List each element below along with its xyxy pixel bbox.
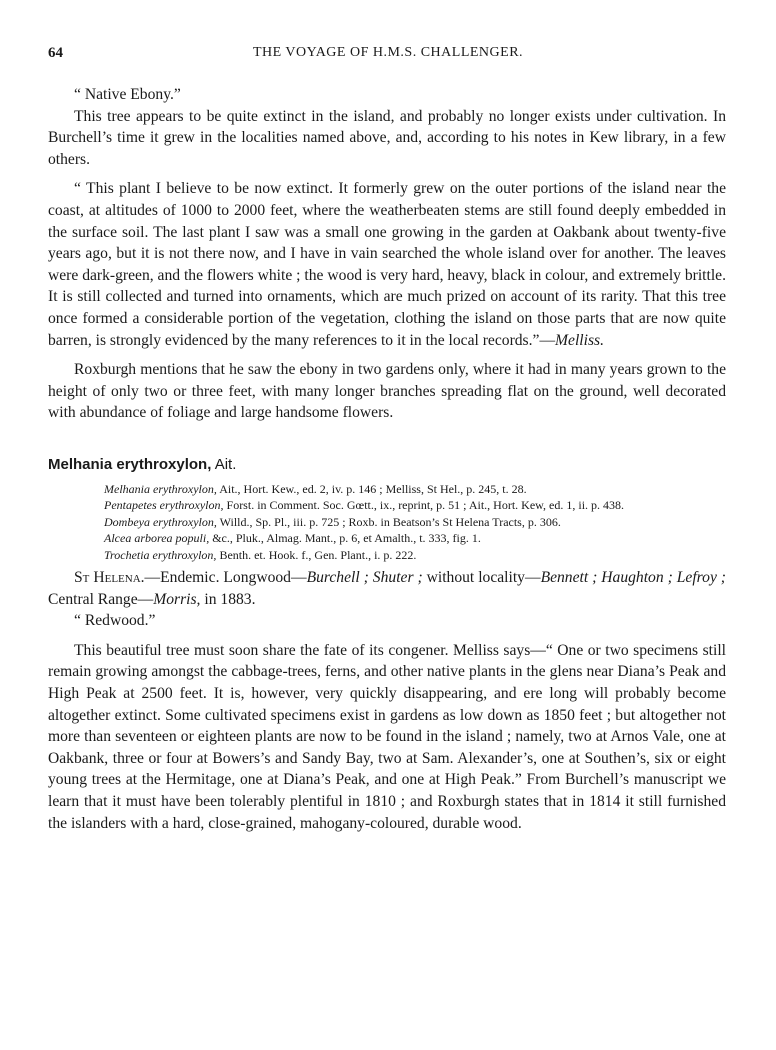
synonymy-list bbox=[48, 481, 726, 564]
locality-region: St Helena. bbox=[74, 569, 145, 586]
collector-name: Morris, bbox=[153, 590, 201, 608]
quote-author: Melliss. bbox=[555, 331, 604, 349]
reference-entry bbox=[104, 547, 726, 564]
locality-text: Central Range— bbox=[48, 590, 154, 608]
locality-text: in 1883. bbox=[200, 590, 256, 608]
species-authority: Ait. bbox=[214, 455, 237, 473]
locality-paragraph bbox=[48, 567, 726, 610]
species-heading bbox=[48, 454, 726, 476]
collector-name: Lefroy ; bbox=[676, 569, 727, 586]
reference-citation: Benth. et. Hook. f., Gen. Plant., i. p. 222. bbox=[219, 547, 417, 562]
reference-citation: Ait., Hort. Kew., ed. 2, iv. p. 146 ; Melliss, St Hel., p. 245, t. 28. bbox=[219, 481, 527, 496]
reference-citation: &c., Pluk., Almag. Mant., p. 6, et Amalth., t. 333, fig. 1. bbox=[212, 531, 481, 545]
reference-entry bbox=[104, 514, 726, 531]
reference-entry bbox=[104, 497, 726, 514]
page-header bbox=[48, 45, 728, 65]
running-title: THE VOYAGE OF H.M.S. CHALLENGER. bbox=[252, 45, 524, 60]
reference-citation: Forst. in Comment. Soc. Gœtt., ix., reprint, p. 51 ; Ait., Hort. Kew, ed. 1, ii. p. 438. bbox=[226, 498, 625, 512]
redwood-heading: “ Redwood.” bbox=[74, 612, 156, 630]
paragraph: Roxburgh mentions that he saw the ebony in two gardens only, where it had in many years grown to the height of only two or three feet, with many longer branches spreading flat on the ground, well decorated with abundance of foliage and large handsome flowers. bbox=[48, 361, 726, 422]
reference-taxon: Dombeya erythroxylon, bbox=[104, 514, 217, 529]
page-body bbox=[48, 84, 726, 834]
reference-entry bbox=[104, 481, 726, 498]
quote-text: “ This plant I believe to be now extinct. It formerly grew on the outer portions of the island near the coast, at altitudes of 1000 to 2000 feet, where the weatherbeaten stems are still found deeply embedded in the surface soil. The last plant I saw was a small one growing in the garden at Oakbank about twenty-five years ago, but it is not there now, and I have in vain searched the whole island over for another. The leaves were dark-green, and the flowers white ; the wood is very hard, heavy, black in colour, and extremely brittle. It is still collected and turned into ornaments, which are much prized on account of its rarity. That this tree once formed a considerable portion of the vegetation, clothing the island on those parts that are now quite barren, is strongly evidenced by the many references to it in the local records.”— bbox=[48, 180, 726, 349]
reference-taxon: Trochetia erythroxylon, bbox=[104, 547, 217, 562]
page-number: 64 bbox=[48, 45, 63, 61]
reference-taxon: Pentapetes erythroxylon, bbox=[104, 498, 224, 512]
native-ebony-heading: “ Native Ebony.” bbox=[74, 86, 181, 103]
melliss-quote-paragraph bbox=[48, 178, 726, 351]
collector-name: Burchell ; bbox=[306, 569, 369, 586]
collector-name: Shuter ; bbox=[372, 569, 423, 586]
species-name: Melhania erythroxylon, bbox=[48, 455, 212, 473]
redwood-paragraph: This beautiful tree must soon share the fate of its congener. Melliss says—“ One or two specimens still remain growing amongst the cabbage-trees, ferns, and other native plants in the glens near Diana’s Peak and High Peak at 2500 feet. It is, however, very quickly disappearing, and ere long will probably become altogether extinct. Some cultivated specimens exist in gardens as low down as 1850 feet ; but altogether not more than seventeen or eighteen plants are now to be found in the island ; namely, two at Arnos Vale, one at Oakbank, three or four at Bowers’s and Sandy Bay, two at Sam. Alexander’s, one at Southen’s, six or eight young trees at the Hermitage, one at Diana’s Peak, and one at High Peak.” From Burchell’s manuscript we learn that it must have been tolerably plentiful in 1810 ; and Roxburgh states that in 1814 it still furnished the islanders with a hard, close-grained, mahogany-coloured, durable wood. bbox=[48, 641, 726, 832]
reference-entry bbox=[104, 530, 726, 547]
reference-citation: Willd., Sp. Pl., iii. p. 725 ; Roxb. in Beatson’s St Helena Tracts, p. 306. bbox=[219, 514, 561, 529]
reference-taxon: Melhania erythroxylon, bbox=[104, 481, 217, 496]
collector-name: Bennett ; Haughton ; bbox=[540, 569, 673, 586]
locality-text: without locality— bbox=[422, 569, 541, 586]
reference-taxon: Alcea arborea populi, bbox=[104, 531, 210, 545]
locality-text: —Endemic. Longwood— bbox=[144, 569, 307, 586]
paragraph: This tree appears to be quite extinct in the island, and probably no longer exists under cultivation. In Burchell’s time it grew in the localities named above, and, according to his notes in Kew library, in a few others. bbox=[48, 107, 726, 168]
